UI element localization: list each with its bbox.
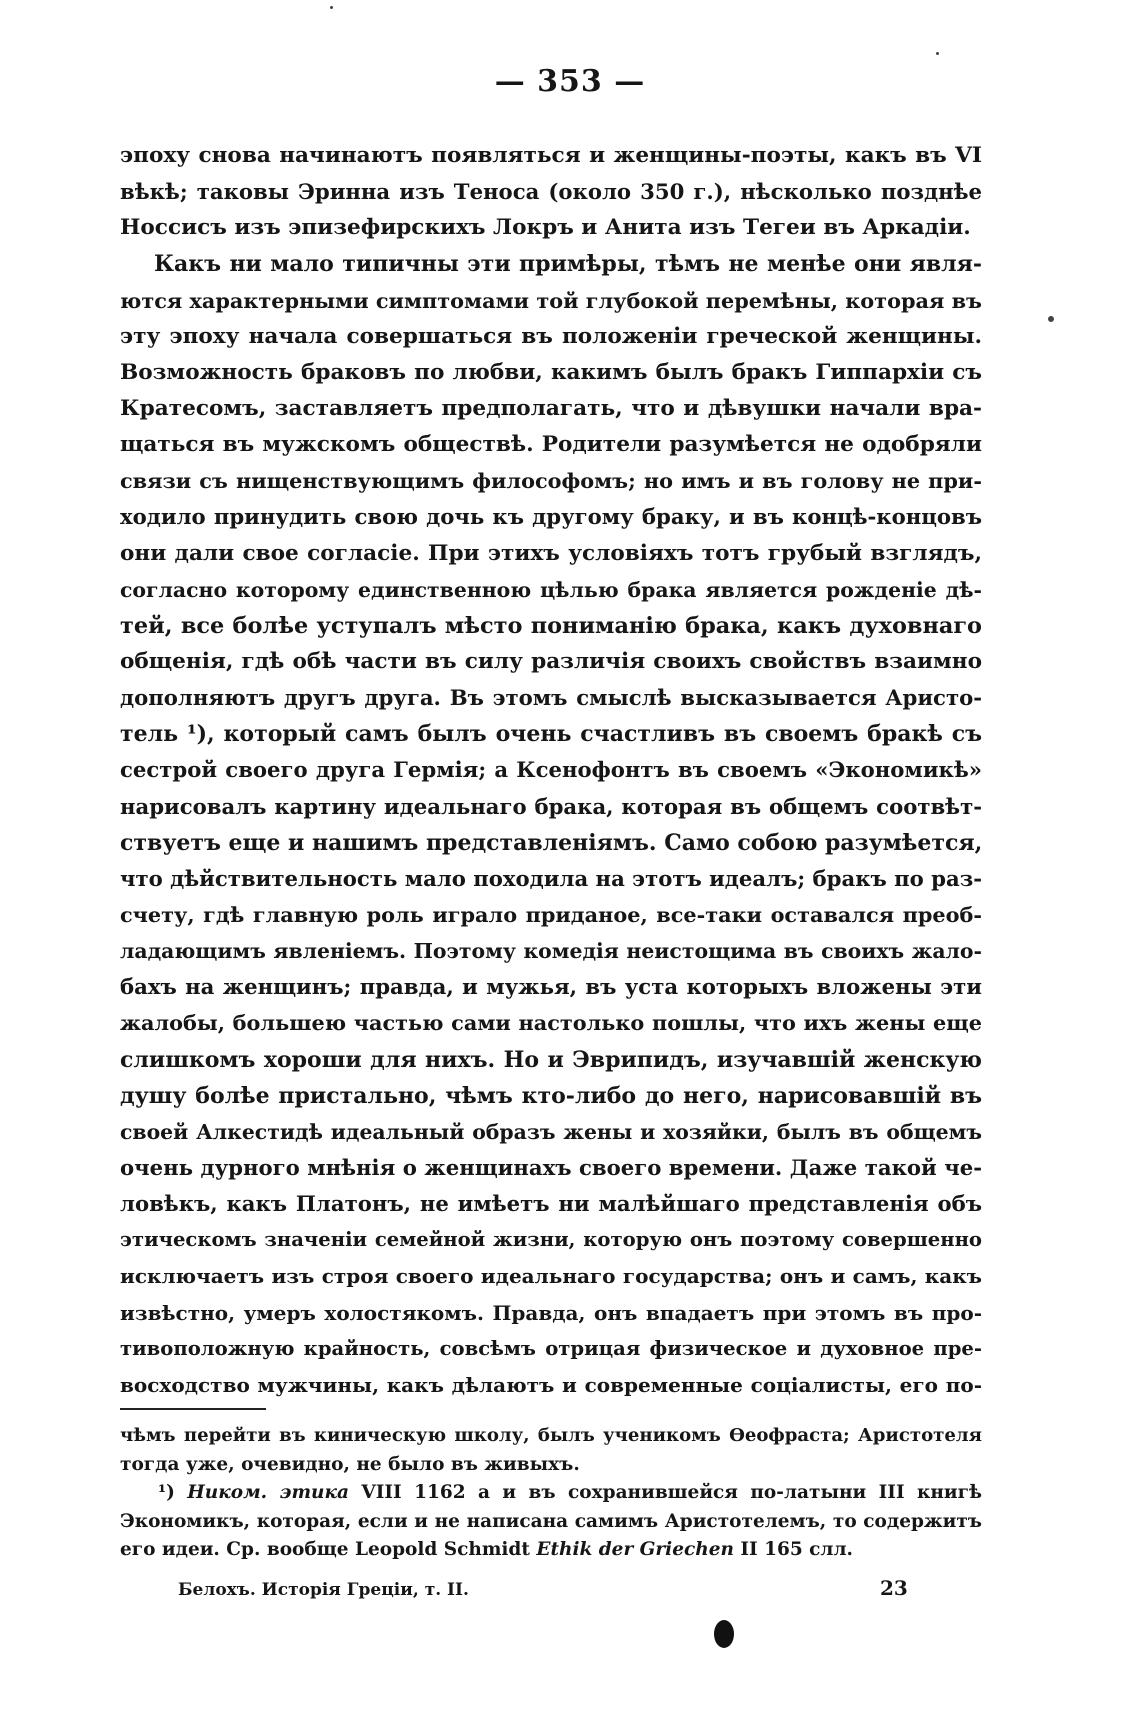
text-line: общенія, гдѣ обѣ части въ силу различія своихъ свойствъ взаимно (120, 648, 982, 674)
text-line: извѣстно, умеръ холостякомъ. Правда, онъ впадаетъ при этомъ въ про- (120, 1300, 982, 1325)
ink-speck (1048, 316, 1054, 322)
footnotes (120, 1422, 982, 1565)
text-line: что дѣйствительность мало походила на этотъ идеалъ; бракъ по раз- (120, 865, 983, 891)
text-line: своей Алкестидѣ идеальный образъ жены и хозяйки, былъ въ общемъ (120, 1119, 982, 1144)
text-line: эпоху снова начинаютъ появляться и женщины-поэты, какъ въ VI (120, 143, 982, 168)
text-line: счету, гдѣ главную роль играло приданое, все-таки оставался преоб- (120, 901, 982, 927)
footnote-text: VIII 1162 a и въ сохранившейся по-латыни III книгѣ (348, 1482, 982, 1504)
text-line: Какъ ни мало типичны эти примѣры, тѣмъ не менѣе они явля- (154, 251, 982, 278)
text-line: тивоположную крайность, совсѣмъ отрицая физическое и духовное пре- (120, 1336, 982, 1360)
text-line: согласно которому единственною цѣлью брака является рожденіе дѣ- (120, 577, 982, 602)
text-line: дополняютъ другъ друга. Въ этомъ смыслѣ высказывается Аристо- (120, 685, 982, 711)
text-line: Возможность браковъ по любви, какимъ былъ бракъ Гиппархіи съ (120, 359, 982, 385)
footnote-source-title: Ником. этика (187, 1482, 349, 1504)
text-line: ствуетъ еще и нашимъ представленіямъ. Само собою разумѣется, (120, 829, 983, 856)
text-line: ются характерными симптомами той глубокой перемѣны, которая въ (120, 287, 982, 313)
text-line: этическомъ значеніи семейной жизни, которую онъ поэтому совершенно (120, 1228, 982, 1252)
text-line: ходило принудить свою дочь къ другому браку, и въ концѣ-концовъ (120, 504, 982, 530)
printer-signature: Белохъ. Исторія Греціи, т. II. (178, 1580, 469, 1600)
ink-speck (330, 6, 333, 9)
footnote-1-line (120, 1479, 982, 1508)
footnote-separator (120, 1408, 266, 1410)
footnote-marker: ¹) (158, 1482, 175, 1504)
text-line: они дали свое согласіе. При этихъ условіяхъ тотъ грубый взглядъ, (120, 540, 982, 566)
page-number: — 353 — (494, 64, 646, 99)
text-line: вѣкѣ; таковы Эринна изъ Теноса (около 350 г.), нѣсколько позднѣе (120, 179, 982, 205)
text-line: связи съ нищенствующимъ философомъ; но имъ и въ голову не при- (120, 468, 982, 494)
footnote-text: II 165 слл. (733, 1539, 853, 1561)
text-line: исключаетъ изъ строя своего идеальнаго государства; онъ и самъ, какъ (120, 1264, 982, 1289)
text-line: жалобы, большею частью сами настолько пошлы, что ихъ жены еще (120, 1010, 982, 1036)
text-line: сестрой своего друга Гермія; а Ксенофонтъ въ своемъ «Экономикѣ» (120, 757, 982, 783)
footnote-1-line: Экономикъ, которая, если и не написана самимъ Аристотелемъ, то содержитъ (120, 1510, 982, 1532)
text-line: слишкомъ хороши для нихъ. Но и Эврипидъ, изучавшій женскую (120, 1046, 982, 1073)
footnote-text: его идеи. Ср. вообще Leopold Schmidt (120, 1539, 537, 1561)
main-text (120, 138, 982, 1403)
ink-speck (936, 52, 939, 55)
footnote-1-line (120, 1536, 982, 1565)
text-line: эту эпоху начала совершаться въ положеніи греческой женщины. (120, 323, 982, 349)
text-line: бахъ на женщинъ; правда, и мужья, въ уста которыхъ вложены эти (120, 974, 982, 1000)
text-line: Кратесомъ, заставляетъ предполагать, что и дѣвушки начали вра- (120, 395, 982, 421)
text-line: тель ¹), который самъ былъ очень счастливъ въ своемъ бракѣ съ (120, 721, 982, 748)
text-line: щаться въ мужскомъ обществѣ. Родители разумѣется не одобряли (120, 432, 982, 458)
footnote-continuation-line: тогда уже, очевидно, не было въ живыхъ. (120, 1453, 580, 1475)
text-line: ладающимъ явленіемъ. Поэтому комедія неистощима въ своихъ жало- (120, 939, 982, 964)
footnote-book-title: Ethik der Griechen (536, 1539, 734, 1561)
text-line: душу болѣе пристально, чѣмъ кто-либо до него, нарисовавшій въ (120, 1082, 982, 1109)
sheet-number: 23 (880, 1576, 908, 1600)
ink-blot (714, 1620, 734, 1648)
text-line: ловѣкъ, какъ Платонъ, не имѣетъ ни малѣйшаго представленія объ (120, 1191, 982, 1217)
text-line: очень дурного мнѣнія о женщинахъ своего времени. Даже такой че- (120, 1154, 982, 1180)
text-line: нарисовалъ картину идеальнаго брака, которая въ общемъ соотвѣт- (120, 793, 982, 819)
text-line: восходство мужчины, какъ дѣлаютъ и современные соціалисты, его по- (120, 1372, 982, 1397)
text-line: тей, все болѣе уступалъ мѣсто пониманію брака, какъ духовнаго (120, 612, 982, 639)
footnote-continuation-line: чѣмъ перейти въ киническую школу, былъ ученикомъ Ѳеофраста; Аристотеля (120, 1425, 982, 1446)
text-line: Носсисъ изъ эпизефирскихъ Локръ и Анита изъ Тегеи въ Аркадіи. (120, 215, 971, 241)
